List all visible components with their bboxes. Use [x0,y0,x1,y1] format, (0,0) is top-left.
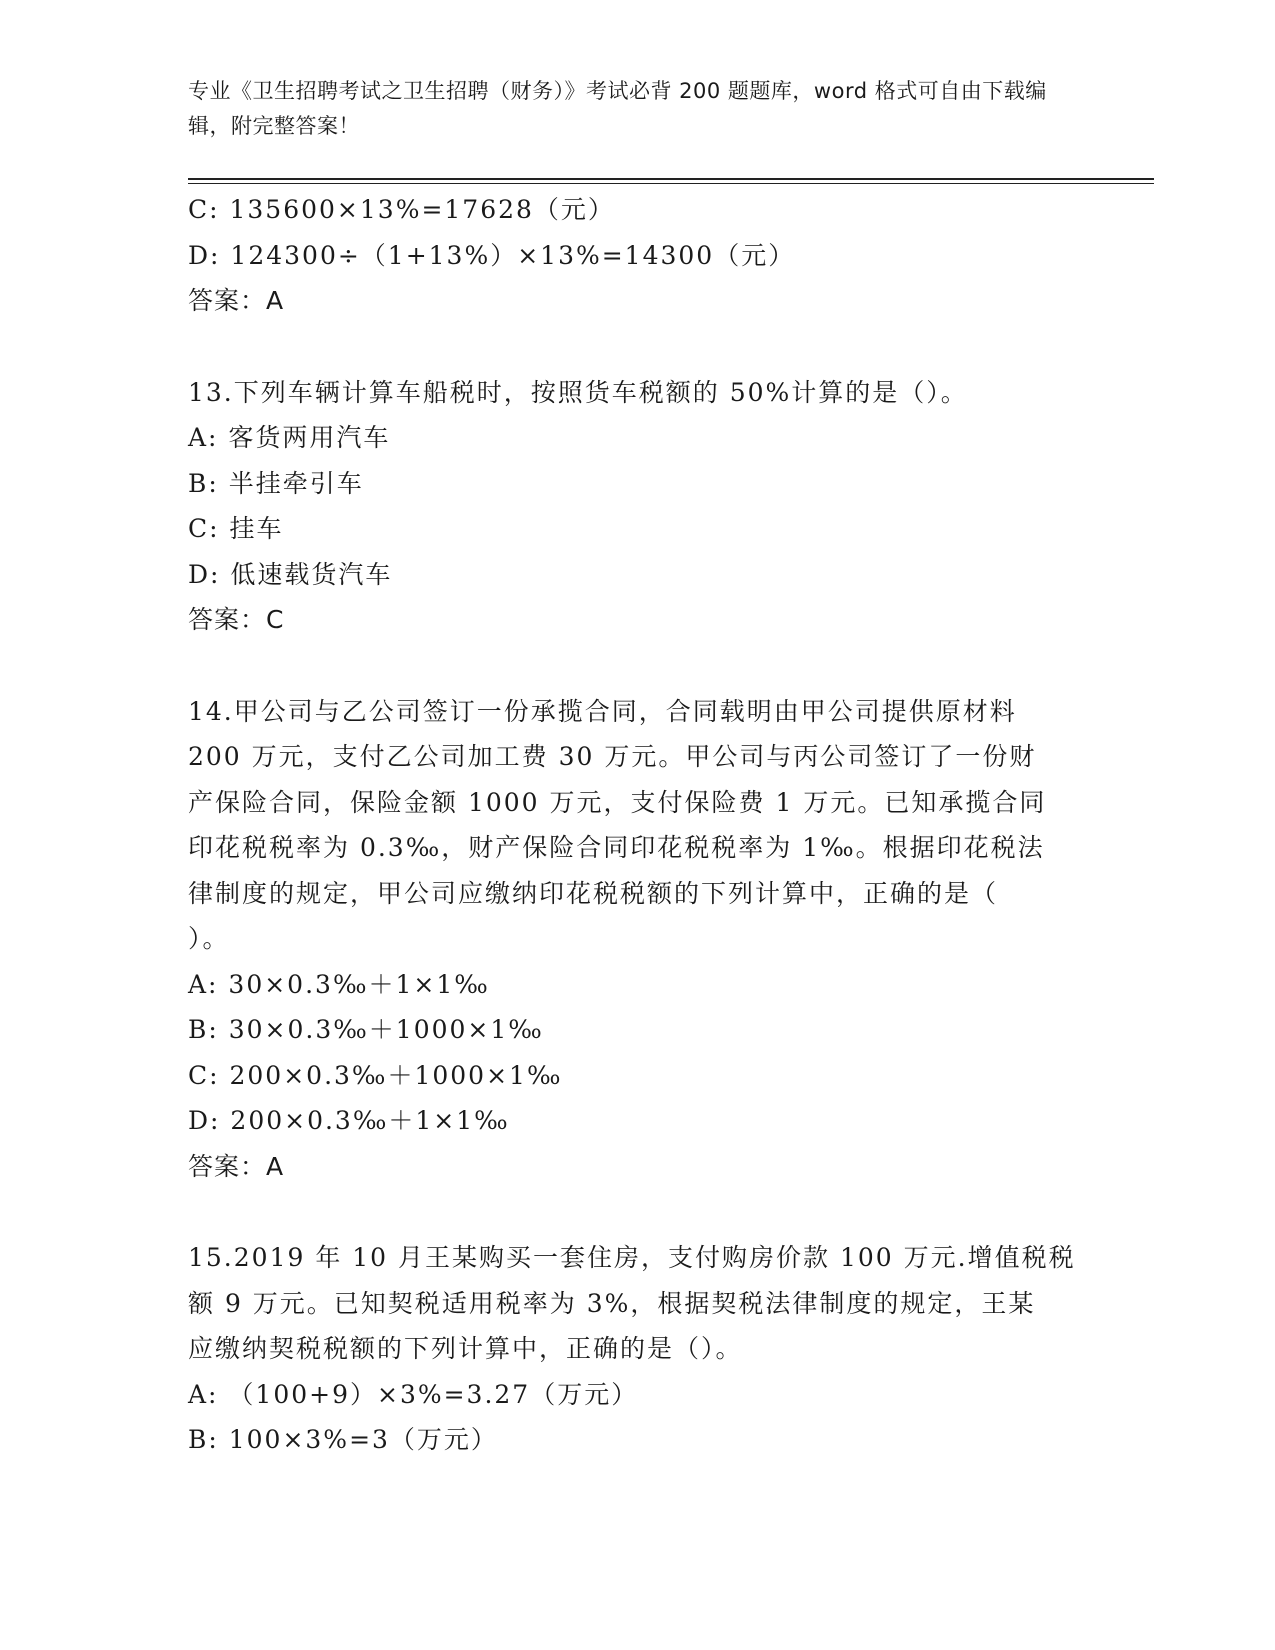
question-13-text: 13.下列车辆计算车船税时，按照货车税额的 50%计算的是（）。 [188,377,968,407]
question-14-option-b: B: 30×0.3‰＋1000×1‰ [188,1015,544,1044]
question-13-option-c: C: 挂车 [188,514,284,543]
question-15-option-b: B: 100×3%=3（万元） [188,1425,498,1454]
option-c: C: 135600×13%=17628（元） [188,195,615,224]
question-15-text-line: 额 9 万元。已知契税适用税率为 3%，根据契税法律制度的规定，王某 [188,1288,1036,1318]
option-d: D: 124300÷（1+13%）×13%=14300（元） [188,240,796,270]
question-13-option-d: D: 低速载货汽车 [188,559,393,589]
header-divider [188,178,1154,184]
document-header-title: 专业《卫生招聘考试之卫生招聘（财务）》考试必背 200 题题库，word 格式可自由下载编辑，附完整答案！ [188,79,1047,138]
question-14-text-line: 14.甲公司与乙公司签订一份承揽合同，合同载明由甲公司提供原材料 [188,696,1017,726]
question-14-option-a: A: 30×0.3‰＋1×1‰ [188,969,490,999]
spacer [188,643,1088,689]
question-14-text-line: 印花税税率为 0.3‰，财产保险合同印花税税率为 1‰。根据印花税法 [188,833,1045,862]
question-14-answer: 答案：A [188,1151,285,1181]
spacer [188,324,1088,370]
answer-line: 答案：A [188,286,285,315]
question-13-option-a: A: 客货两用汽车 [188,423,391,452]
question-content [188,187,1088,1463]
question-14-option-d: D: 200×0.3‰＋1×1‰ [188,1106,510,1135]
question-14-text-line: 产保险合同，保险金额 1000 万元，支付保险费 1 万元。已知承揽合同 [188,787,1047,817]
question-13-option-b: B: 半挂牵引车 [188,468,364,498]
question-15-text-line: 15.2019 年 10 月王某购买一套住房，支付购房价款 100 万元.增值税税 [188,1243,1076,1272]
question-14-text-line: 200 万元，支付乙公司加工费 30 万元。甲公司与丙公司签订了一份财 [188,742,1037,771]
spacer [188,1189,1088,1235]
question-15-text-line: 应缴纳契税税额的下列计算中，正确的是（）。 [188,1334,743,1363]
question-13-answer: 答案：C [188,605,285,634]
question-14-text-line: 律制度的规定，甲公司应缴纳印花税税额的下列计算中，正确的是（ [188,878,999,908]
question-15-option-a: A: （100+9）×3%=3.27（万元） [188,1379,639,1409]
question-14-option-c: C: 200×0.3‰＋1000×1‰ [188,1060,563,1090]
question-14-text-line: ）。 [188,924,230,953]
